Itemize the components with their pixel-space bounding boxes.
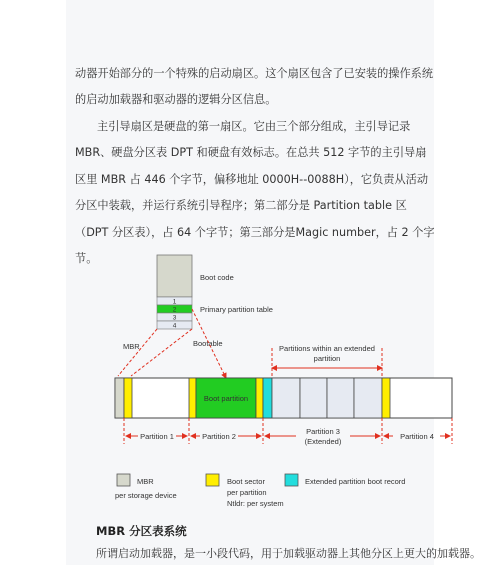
paragraph-bootloader: 所谓启动加载器，是一小段代码，用于加载驱动器上其他分区上更大的加载器。 bbox=[96, 547, 481, 560]
logical-partition-3 bbox=[327, 378, 354, 418]
ebr-segment bbox=[263, 378, 272, 418]
partition-4-label: Partition 4 bbox=[400, 432, 434, 441]
mbr-partition-diagram bbox=[96, 244, 464, 516]
extended-label-line2: partition bbox=[313, 354, 341, 363]
legend-boot-sector-swatch bbox=[206, 474, 219, 486]
logical-partition-2 bbox=[300, 378, 327, 418]
legend-boot-sector-sub2: Ntldr: per system bbox=[227, 499, 284, 508]
boot-code-label: Boot code bbox=[200, 273, 234, 282]
mbr-arrow-left bbox=[118, 329, 157, 376]
paragraph-mbr-structure: 主引导扇区是硬盘的第一扇区。它由三个部分组成，主引导记录 MBR、硬盘分区表 DPT 和硬盘有效标志。在总共 512 字节的主引导扇区里 MBR 占 446 个字节，偏移地址 0000H--0088H），它负责从活动分区中装载，并运行系统引导程序；第二部分是 Partition table 区（DPT 分区表），占 64 个字节；第三部分是Magic number，占 2 个字节。 bbox=[75, 120, 435, 266]
p4-boot-sector bbox=[382, 378, 390, 418]
entry-3-label: 3 bbox=[172, 314, 177, 322]
legend-mbr-label: MBR bbox=[137, 477, 154, 486]
section-heading-mbr: MBR 分区表系统 bbox=[96, 524, 187, 538]
mbr-arrow-label: MBR bbox=[123, 342, 140, 351]
primary-table-label: Primary partition table bbox=[200, 305, 273, 314]
mbr-segment bbox=[115, 378, 124, 418]
p2-boot-sector bbox=[189, 378, 196, 418]
legend-boot-sector-sub1: per partition bbox=[227, 488, 267, 497]
entry-1-label: 1 bbox=[172, 298, 177, 306]
boot-partition-label: Boot partition bbox=[203, 394, 249, 403]
entry-4-label: 4 bbox=[172, 322, 177, 330]
boot-code-block bbox=[157, 255, 192, 297]
partition-3-extended: (Extended) bbox=[304, 437, 342, 446]
legend-mbr-swatch bbox=[117, 474, 130, 486]
p2-end-boot-sector bbox=[256, 378, 263, 418]
legend-ebr-label: Extended partition boot record bbox=[305, 477, 406, 486]
logical-partition-4 bbox=[354, 378, 382, 418]
entry-2-label: 2 bbox=[172, 306, 177, 314]
extended-label-line1: Partitions within an extended bbox=[279, 344, 375, 353]
legend-boot-sector-label: Boot sector bbox=[227, 477, 265, 486]
paragraph-intro: 动器开始部分的一个特殊的启动扇区。这个扇区包含了已安装的操作系统的启动加载器和驱动器的逻辑分区信息。 bbox=[75, 67, 434, 107]
p1-boot-sector bbox=[124, 378, 132, 418]
logical-partition-1 bbox=[272, 378, 300, 418]
legend-mbr-sub: per storage device bbox=[115, 491, 177, 500]
legend-ebr-swatch bbox=[285, 474, 298, 486]
partition-3-label: Partition 3 bbox=[306, 427, 340, 436]
mbr-arrow-right bbox=[131, 329, 192, 376]
partition-1-label: Partition 1 bbox=[140, 432, 174, 441]
bootable-label: Bootable bbox=[193, 339, 223, 348]
partition-2-label: Partition 2 bbox=[202, 432, 236, 441]
